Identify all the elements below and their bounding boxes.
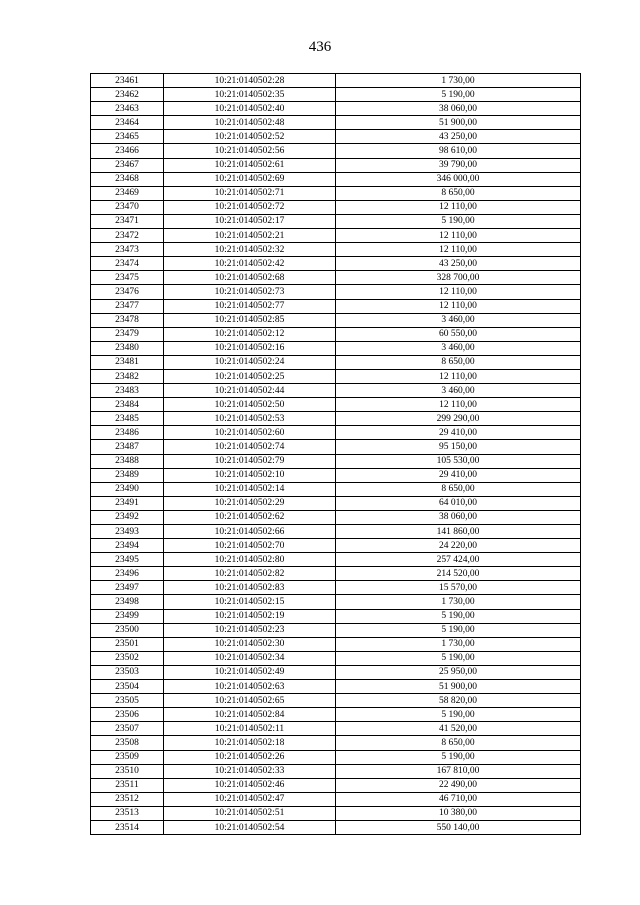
cadastral-number-cell: 10:21:0140502:32 <box>164 243 336 257</box>
table-row <box>91 637 581 651</box>
table-row <box>91 257 581 271</box>
table-row <box>91 398 581 412</box>
table-row <box>91 525 581 539</box>
value-cell: 1 730,00 <box>336 74 581 88</box>
cadastral-number-cell: 10:21:0140502:11 <box>164 722 336 736</box>
row-number-cell: 23506 <box>91 708 164 722</box>
cadastral-number-cell: 10:21:0140502:24 <box>164 355 336 369</box>
row-number-cell: 23461 <box>91 74 164 88</box>
value-cell: 51 900,00 <box>336 116 581 130</box>
row-number-cell: 23511 <box>91 778 164 792</box>
table-row <box>91 88 581 102</box>
cadastral-number-cell: 10:21:0140502:50 <box>164 398 336 412</box>
cadastral-number-cell: 10:21:0140502:66 <box>164 525 336 539</box>
value-cell: 29 410,00 <box>336 426 581 440</box>
value-cell: 5 190,00 <box>336 623 581 637</box>
cadastral-number-cell: 10:21:0140502:21 <box>164 229 336 243</box>
row-number-cell: 23501 <box>91 637 164 651</box>
table-row <box>91 341 581 355</box>
cadastral-number-cell: 10:21:0140502:72 <box>164 200 336 214</box>
value-cell: 38 060,00 <box>336 510 581 524</box>
row-number-cell: 23491 <box>91 496 164 510</box>
value-cell: 41 520,00 <box>336 722 581 736</box>
cadastral-number-cell: 10:21:0140502:34 <box>164 651 336 665</box>
cadastral-number-cell: 10:21:0140502:83 <box>164 581 336 595</box>
cadastral-number-cell: 10:21:0140502:12 <box>164 327 336 341</box>
row-number-cell: 23500 <box>91 623 164 637</box>
table-row <box>91 609 581 623</box>
table-row <box>91 750 581 764</box>
cadastral-number-cell: 10:21:0140502:19 <box>164 609 336 623</box>
cadastral-number-cell: 10:21:0140502:44 <box>164 384 336 398</box>
value-cell: 15 570,00 <box>336 581 581 595</box>
table-row <box>91 806 581 820</box>
table-row <box>91 482 581 496</box>
table-row <box>91 327 581 341</box>
row-number-cell: 23510 <box>91 764 164 778</box>
cadastral-number-cell: 10:21:0140502:63 <box>164 680 336 694</box>
cadastral-number-cell: 10:21:0140502:25 <box>164 369 336 383</box>
cadastral-number-cell: 10:21:0140502:60 <box>164 426 336 440</box>
row-number-cell: 23472 <box>91 229 164 243</box>
table-row <box>91 708 581 722</box>
cadastral-number-cell: 10:21:0140502:15 <box>164 595 336 609</box>
value-cell: 12 110,00 <box>336 299 581 313</box>
value-cell: 257 424,00 <box>336 553 581 567</box>
cadastral-number-cell: 10:21:0140502:79 <box>164 454 336 468</box>
table-row <box>91 369 581 383</box>
value-cell: 167 810,00 <box>336 764 581 778</box>
table-row <box>91 130 581 144</box>
cadastral-number-cell: 10:21:0140502:30 <box>164 637 336 651</box>
table-row <box>91 736 581 750</box>
registry-table-body <box>91 74 581 835</box>
value-cell: 60 550,00 <box>336 327 581 341</box>
cadastral-number-cell: 10:21:0140502:61 <box>164 158 336 172</box>
cadastral-number-cell: 10:21:0140502:26 <box>164 750 336 764</box>
table-row <box>91 567 581 581</box>
value-cell: 328 700,00 <box>336 271 581 285</box>
cadastral-number-cell: 10:21:0140502:28 <box>164 74 336 88</box>
value-cell: 12 110,00 <box>336 369 581 383</box>
row-number-cell: 23467 <box>91 158 164 172</box>
row-number-cell: 23462 <box>91 88 164 102</box>
table-row <box>91 214 581 228</box>
table-row <box>91 665 581 679</box>
row-number-cell: 23513 <box>91 806 164 820</box>
table-row <box>91 102 581 116</box>
row-number-cell: 23490 <box>91 482 164 496</box>
cadastral-number-cell: 10:21:0140502:53 <box>164 412 336 426</box>
value-cell: 8 650,00 <box>336 186 581 200</box>
cadastral-number-cell: 10:21:0140502:80 <box>164 553 336 567</box>
row-number-cell: 23480 <box>91 341 164 355</box>
value-cell: 25 950,00 <box>336 665 581 679</box>
table-row <box>91 595 581 609</box>
value-cell: 5 190,00 <box>336 750 581 764</box>
value-cell: 5 190,00 <box>336 708 581 722</box>
value-cell: 22 490,00 <box>336 778 581 792</box>
row-number-cell: 23466 <box>91 144 164 158</box>
cadastral-number-cell: 10:21:0140502:16 <box>164 341 336 355</box>
table-row <box>91 116 581 130</box>
row-number-cell: 23498 <box>91 595 164 609</box>
table-row <box>91 313 581 327</box>
table-row <box>91 454 581 468</box>
cadastral-number-cell: 10:21:0140502:40 <box>164 102 336 116</box>
row-number-cell: 23481 <box>91 355 164 369</box>
table-row <box>91 200 581 214</box>
table-row <box>91 229 581 243</box>
row-number-cell: 23503 <box>91 665 164 679</box>
cadastral-number-cell: 10:21:0140502:23 <box>164 623 336 637</box>
row-number-cell: 23497 <box>91 581 164 595</box>
value-cell: 8 650,00 <box>336 482 581 496</box>
table-row <box>91 440 581 454</box>
row-number-cell: 23489 <box>91 468 164 482</box>
table-row <box>91 144 581 158</box>
cadastral-number-cell: 10:21:0140502:70 <box>164 539 336 553</box>
row-number-cell: 23486 <box>91 426 164 440</box>
row-number-cell: 23512 <box>91 792 164 806</box>
table-row <box>91 468 581 482</box>
value-cell: 43 250,00 <box>336 257 581 271</box>
value-cell: 141 860,00 <box>336 525 581 539</box>
table-row <box>91 722 581 736</box>
row-number-cell: 23464 <box>91 116 164 130</box>
table-row <box>91 496 581 510</box>
row-number-cell: 23482 <box>91 369 164 383</box>
cadastral-number-cell: 10:21:0140502:54 <box>164 820 336 834</box>
table-row <box>91 694 581 708</box>
value-cell: 105 530,00 <box>336 454 581 468</box>
row-number-cell: 23470 <box>91 200 164 214</box>
value-cell: 24 220,00 <box>336 539 581 553</box>
cadastral-number-cell: 10:21:0140502:42 <box>164 257 336 271</box>
table-row <box>91 539 581 553</box>
value-cell: 58 820,00 <box>336 694 581 708</box>
cadastral-number-cell: 10:21:0140502:29 <box>164 496 336 510</box>
table-row <box>91 172 581 186</box>
cadastral-number-cell: 10:21:0140502:85 <box>164 313 336 327</box>
value-cell: 43 250,00 <box>336 130 581 144</box>
cadastral-number-cell: 10:21:0140502:56 <box>164 144 336 158</box>
value-cell: 46 710,00 <box>336 792 581 806</box>
table-row <box>91 186 581 200</box>
row-number-cell: 23514 <box>91 820 164 834</box>
value-cell: 10 380,00 <box>336 806 581 820</box>
table-row <box>91 412 581 426</box>
value-cell: 299 290,00 <box>336 412 581 426</box>
cadastral-number-cell: 10:21:0140502:17 <box>164 214 336 228</box>
table-row <box>91 355 581 369</box>
value-cell: 8 650,00 <box>336 736 581 750</box>
value-cell: 8 650,00 <box>336 355 581 369</box>
value-cell: 98 610,00 <box>336 144 581 158</box>
row-number-cell: 23505 <box>91 694 164 708</box>
table-row <box>91 792 581 806</box>
row-number-cell: 23473 <box>91 243 164 257</box>
table-row <box>91 285 581 299</box>
row-number-cell: 23495 <box>91 553 164 567</box>
value-cell: 1 730,00 <box>336 637 581 651</box>
cadastral-number-cell: 10:21:0140502:46 <box>164 778 336 792</box>
value-cell: 12 110,00 <box>336 398 581 412</box>
value-cell: 29 410,00 <box>336 468 581 482</box>
table-row <box>91 271 581 285</box>
value-cell: 1 730,00 <box>336 595 581 609</box>
row-number-cell: 23509 <box>91 750 164 764</box>
row-number-cell: 23477 <box>91 299 164 313</box>
row-number-cell: 23487 <box>91 440 164 454</box>
row-number-cell: 23463 <box>91 102 164 116</box>
row-number-cell: 23485 <box>91 412 164 426</box>
table-row <box>91 158 581 172</box>
table-row <box>91 623 581 637</box>
cadastral-number-cell: 10:21:0140502:35 <box>164 88 336 102</box>
cadastral-number-cell: 10:21:0140502:62 <box>164 510 336 524</box>
cadastral-number-cell: 10:21:0140502:82 <box>164 567 336 581</box>
table-row <box>91 680 581 694</box>
cadastral-number-cell: 10:21:0140502:74 <box>164 440 336 454</box>
value-cell: 38 060,00 <box>336 102 581 116</box>
cadastral-number-cell: 10:21:0140502:18 <box>164 736 336 750</box>
value-cell: 5 190,00 <box>336 609 581 623</box>
cadastral-number-cell: 10:21:0140502:71 <box>164 186 336 200</box>
row-number-cell: 23493 <box>91 525 164 539</box>
cadastral-number-cell: 10:21:0140502:48 <box>164 116 336 130</box>
value-cell: 214 520,00 <box>336 567 581 581</box>
cadastral-number-cell: 10:21:0140502:33 <box>164 764 336 778</box>
cadastral-number-cell: 10:21:0140502:69 <box>164 172 336 186</box>
row-number-cell: 23502 <box>91 651 164 665</box>
value-cell: 51 900,00 <box>336 680 581 694</box>
value-cell: 550 140,00 <box>336 820 581 834</box>
row-number-cell: 23496 <box>91 567 164 581</box>
row-number-cell: 23483 <box>91 384 164 398</box>
value-cell: 5 190,00 <box>336 214 581 228</box>
cadastral-number-cell: 10:21:0140502:73 <box>164 285 336 299</box>
table-row <box>91 764 581 778</box>
cadastral-number-cell: 10:21:0140502:14 <box>164 482 336 496</box>
value-cell: 12 110,00 <box>336 200 581 214</box>
table-row <box>91 243 581 257</box>
value-cell: 5 190,00 <box>336 651 581 665</box>
value-cell: 5 190,00 <box>336 88 581 102</box>
table-row <box>91 651 581 665</box>
value-cell: 12 110,00 <box>336 243 581 257</box>
row-number-cell: 23474 <box>91 257 164 271</box>
table-row <box>91 820 581 834</box>
cadastral-number-cell: 10:21:0140502:49 <box>164 665 336 679</box>
row-number-cell: 23468 <box>91 172 164 186</box>
row-number-cell: 23488 <box>91 454 164 468</box>
value-cell: 95 150,00 <box>336 440 581 454</box>
value-cell: 3 460,00 <box>336 313 581 327</box>
table-row <box>91 581 581 595</box>
cadastral-number-cell: 10:21:0140502:65 <box>164 694 336 708</box>
value-cell: 64 010,00 <box>336 496 581 510</box>
cadastral-number-cell: 10:21:0140502:51 <box>164 806 336 820</box>
value-cell: 3 460,00 <box>336 341 581 355</box>
cadastral-number-cell: 10:21:0140502:77 <box>164 299 336 313</box>
cadastral-number-cell: 10:21:0140502:68 <box>164 271 336 285</box>
table-row <box>91 553 581 567</box>
row-number-cell: 23508 <box>91 736 164 750</box>
page-number: 436 <box>308 39 332 55</box>
cadastral-number-cell: 10:21:0140502:52 <box>164 130 336 144</box>
row-number-cell: 23494 <box>91 539 164 553</box>
value-cell: 346 000,00 <box>336 172 581 186</box>
value-cell: 3 460,00 <box>336 384 581 398</box>
row-number-cell: 23484 <box>91 398 164 412</box>
table-row <box>91 74 581 88</box>
cadastral-number-cell: 10:21:0140502:84 <box>164 708 336 722</box>
value-cell: 39 790,00 <box>336 158 581 172</box>
table-row <box>91 510 581 524</box>
table-row <box>91 778 581 792</box>
row-number-cell: 23475 <box>91 271 164 285</box>
table-row <box>91 426 581 440</box>
row-number-cell: 23479 <box>91 327 164 341</box>
cadastral-number-cell: 10:21:0140502:10 <box>164 468 336 482</box>
registry-table <box>90 73 581 835</box>
row-number-cell: 23476 <box>91 285 164 299</box>
row-number-cell: 23471 <box>91 214 164 228</box>
cadastral-number-cell: 10:21:0140502:47 <box>164 792 336 806</box>
row-number-cell: 23499 <box>91 609 164 623</box>
row-number-cell: 23507 <box>91 722 164 736</box>
row-number-cell: 23492 <box>91 510 164 524</box>
value-cell: 12 110,00 <box>336 229 581 243</box>
row-number-cell: 23465 <box>91 130 164 144</box>
row-number-cell: 23469 <box>91 186 164 200</box>
value-cell: 12 110,00 <box>336 285 581 299</box>
table-row <box>91 299 581 313</box>
row-number-cell: 23478 <box>91 313 164 327</box>
table-row <box>91 384 581 398</box>
row-number-cell: 23504 <box>91 680 164 694</box>
